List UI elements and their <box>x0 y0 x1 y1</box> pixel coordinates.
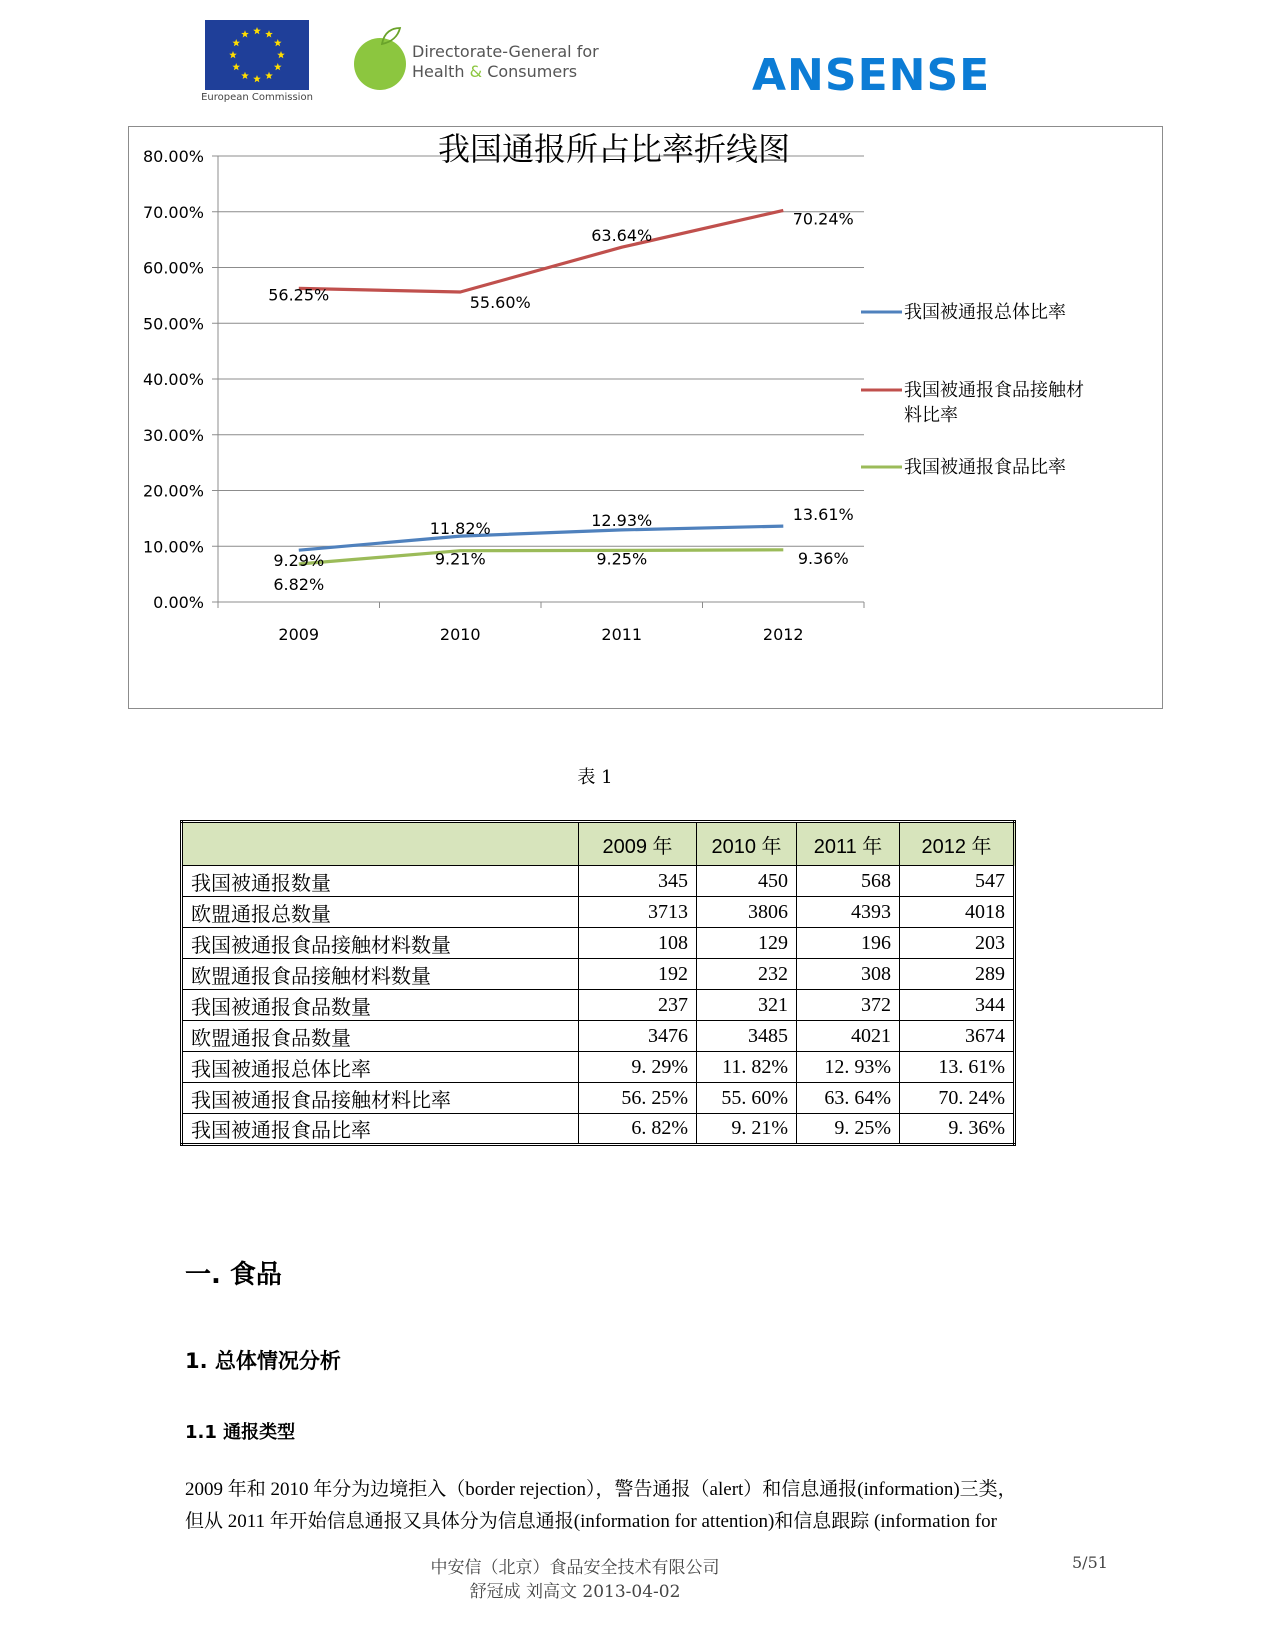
data-label: 70.24% <box>792 209 854 229</box>
legend-label: 料比率 <box>904 405 958 426</box>
table-cell: 203 <box>900 928 1015 959</box>
series-line <box>299 550 784 564</box>
eu-star-icon <box>253 75 261 82</box>
y-tick-label: 0.00% <box>153 593 204 612</box>
x-tick-label: 2011 <box>601 625 643 644</box>
table-cell: 372 <box>797 990 900 1021</box>
table-cell: 6. 82% <box>579 1114 697 1145</box>
paragraph-line: 2009 年和 2010 年分为边境拒入（border rejection），警告通报（alert）和信息通报(information)三类， <box>185 1479 1017 1500</box>
table-row <box>182 1021 1015 1052</box>
dg-line2-amp: & <box>469 62 483 81</box>
table-cell: 3674 <box>900 1021 1015 1052</box>
data-table <box>180 820 1016 1146</box>
table-row <box>182 866 1015 897</box>
table-row <box>182 1083 1015 1114</box>
y-tick-label: 40.00% <box>142 370 204 389</box>
eu-star-icon <box>241 30 249 37</box>
dg-line2-b: Consumers <box>482 62 578 81</box>
data-label: 12.93% <box>591 510 653 530</box>
table-header-cell: 2012 年 <box>900 822 1015 866</box>
table-row-label: 我国被通报食品接触材料比率 <box>182 1083 579 1114</box>
legend-label: 我国被通报总体比率 <box>904 302 1066 323</box>
table-cell: 232 <box>697 959 797 990</box>
table-caption: 表 1 <box>577 767 613 788</box>
table-cell: 345 <box>579 866 697 897</box>
table-cell: 108 <box>579 928 697 959</box>
data-label: 9.21% <box>434 549 486 569</box>
eu-star-icon <box>274 63 282 70</box>
table-row-label: 我国被通报数量 <box>182 866 579 897</box>
y-tick-label: 10.00% <box>142 537 204 557</box>
table-cell: 237 <box>579 990 697 1021</box>
table-cell: 3806 <box>697 897 797 928</box>
table-cell: 63. 64% <box>797 1083 900 1114</box>
subsub-heading: 1.1 通报类型 <box>185 1422 296 1443</box>
table-cell: 568 <box>797 866 900 897</box>
eu-caption: European Commission <box>201 92 313 103</box>
table-header-row <box>182 822 1015 866</box>
y-tick-label: 20.00% <box>142 481 204 501</box>
table-header-cell: 2010 年 <box>697 822 797 866</box>
eu-star-icon <box>274 39 282 46</box>
dg-line1: Directorate-General for <box>412 42 599 61</box>
table-row <box>182 1114 1015 1145</box>
chart-series <box>299 210 784 564</box>
paragraph-line: 但从 2011 年开始信息通报又具体分为信息通报(information for attention)和信息跟踪 (information for <box>185 1511 997 1532</box>
dg-line2-a: Health <box>412 62 470 81</box>
table-cell: 9. 25% <box>797 1114 900 1145</box>
data-label: 9.25% <box>596 549 648 569</box>
table-cell: 9. 36% <box>900 1114 1015 1145</box>
line-chart <box>128 126 1163 709</box>
table-row <box>182 1052 1015 1083</box>
table-cell: 547 <box>900 866 1015 897</box>
table-cell: 3485 <box>697 1021 797 1052</box>
table-cell: 308 <box>797 959 900 990</box>
table-header-cell: 2011 年 <box>797 822 900 866</box>
x-tick-label: 2012 <box>762 625 804 644</box>
data-label: 9.29% <box>273 551 325 571</box>
eu-stars-icon <box>205 20 309 90</box>
table-header-cell: 2009 年 <box>579 822 697 866</box>
dg-line2 <box>412 62 599 82</box>
table-row-label: 欧盟通报食品接触材料数量 <box>182 959 579 990</box>
eu-flag-logo <box>205 20 309 90</box>
eu-star-icon <box>265 30 273 37</box>
data-label: 56.25% <box>268 285 330 305</box>
table-row-label: 欧盟通报总数量 <box>182 897 579 928</box>
y-tick-label: 70.00% <box>142 202 204 222</box>
table-cell: 55. 60% <box>697 1083 797 1114</box>
x-tick-label: 2009 <box>278 625 320 644</box>
table-row <box>182 897 1015 928</box>
data-label: 9.36% <box>797 548 849 568</box>
page-number: 5/51 <box>1072 1553 1108 1572</box>
table-cell: 3476 <box>579 1021 697 1052</box>
table-cell: 56. 25% <box>579 1083 697 1114</box>
table-cell: 344 <box>900 990 1015 1021</box>
eu-star-icon <box>232 39 240 46</box>
table-row <box>182 990 1015 1021</box>
series-line <box>299 210 784 292</box>
eu-star-icon <box>253 27 261 34</box>
sub-heading: 1. 总体情况分析 <box>185 1349 341 1373</box>
eu-star-icon <box>229 51 237 58</box>
y-tick-label: 50.00% <box>142 314 204 334</box>
table-cell: 4021 <box>797 1021 900 1052</box>
table-cell: 4018 <box>900 897 1015 928</box>
table-cell: 12. 93% <box>797 1052 900 1083</box>
y-tick-label: 80.00% <box>142 147 204 166</box>
table-row-label: 欧盟通报食品数量 <box>182 1021 579 1052</box>
ansense-logo: ANSENSE <box>752 50 991 101</box>
chart-legend <box>861 301 1084 478</box>
data-label: 63.64% <box>591 226 653 246</box>
data-label: 13.61% <box>792 505 854 525</box>
leaf-icon <box>380 26 402 46</box>
table-cell: 11. 82% <box>697 1052 797 1083</box>
table-row <box>182 928 1015 959</box>
chart-axes <box>143 147 864 644</box>
table-header-cell <box>182 822 579 866</box>
eu-star-icon <box>241 72 249 79</box>
table-cell: 9. 29% <box>579 1052 697 1083</box>
data-label: 55.60% <box>469 293 531 313</box>
eu-star-icon <box>265 72 273 79</box>
section-heading: 一. 食品 <box>185 1260 282 1290</box>
x-tick-label: 2010 <box>439 625 481 644</box>
table-cell: 192 <box>579 959 697 990</box>
table-row-label: 我国被通报食品比率 <box>182 1114 579 1145</box>
table-row <box>182 959 1015 990</box>
legend-label: 我国被通报食品比率 <box>904 457 1066 478</box>
y-tick-label: 60.00% <box>142 258 204 278</box>
table-cell: 4393 <box>797 897 900 928</box>
table-cell: 3713 <box>579 897 697 928</box>
chart-title: 我国通报所占比率折线图 <box>437 130 791 168</box>
table-row-label: 我国被通报食品接触材料数量 <box>182 928 579 959</box>
table-cell: 196 <box>797 928 900 959</box>
table-cell: 450 <box>697 866 797 897</box>
table-cell: 289 <box>900 959 1015 990</box>
table-cell: 9. 21% <box>697 1114 797 1145</box>
dg-logo-text <box>412 42 599 82</box>
table-cell: 129 <box>697 928 797 959</box>
eu-star-icon <box>232 63 240 70</box>
table-row-label: 我国被通报食品数量 <box>182 990 579 1021</box>
table-row-label: 我国被通报总体比率 <box>182 1052 579 1083</box>
data-label: 11.82% <box>429 519 491 539</box>
footer-company: 中安信（北京）食品安全技术有限公司 <box>430 1558 720 1578</box>
eu-star-icon <box>277 51 285 58</box>
data-label: 6.82% <box>273 574 325 594</box>
table-cell: 70. 24% <box>900 1083 1015 1114</box>
legend-label: 我国被通报食品接触材 <box>904 380 1084 401</box>
footer-authors: 舒冠成 刘高文 2013-04-02 <box>469 1582 681 1602</box>
table-cell: 13. 61% <box>900 1052 1015 1083</box>
table-cell: 321 <box>697 990 797 1021</box>
y-tick-label: 30.00% <box>142 425 204 445</box>
